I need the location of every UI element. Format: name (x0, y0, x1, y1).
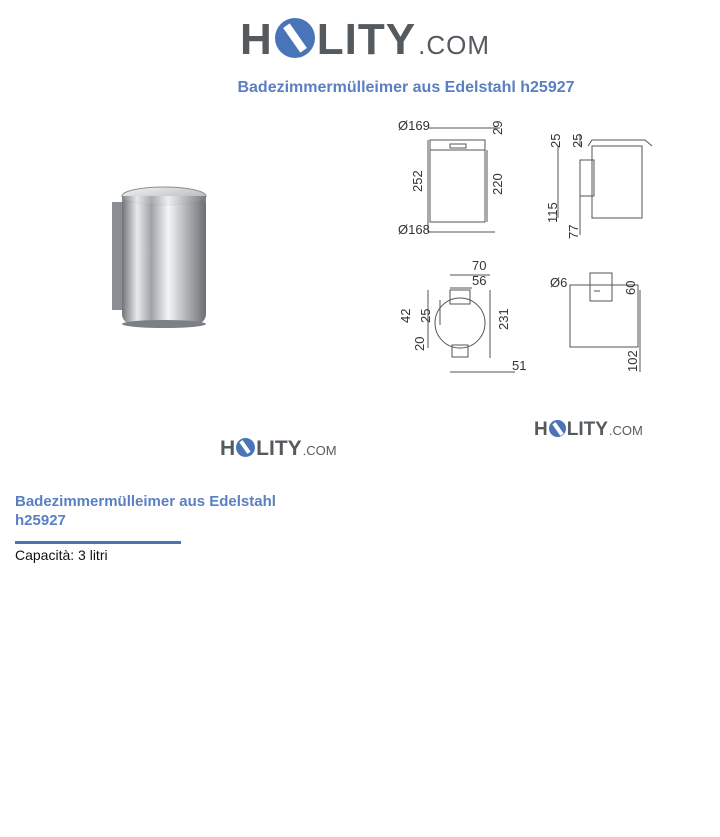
dim-back-a: 60 (623, 280, 638, 295)
product-photo (100, 180, 220, 330)
product-capacity: Capacità: 3 litri (15, 547, 108, 563)
dim-height-body: 220 (490, 173, 505, 195)
holity-watermark-logo: H LITY .COM (220, 437, 337, 460)
dim-side-d: 77 (566, 224, 581, 239)
logo-text-lity: LITY (316, 15, 417, 64)
logo-o-icon (236, 438, 255, 457)
holity-watermark-logo: H LITY .COM (534, 419, 643, 440)
dim-top-a: 70 (472, 258, 487, 273)
dim-top-e: 231 (496, 308, 511, 330)
dim-top-diameter: Ø169 (398, 118, 430, 133)
logo-o-icon (549, 420, 566, 437)
dim-back-b: 102 (625, 350, 640, 372)
dim-top-f: 20 (412, 336, 427, 351)
dim-top-g: 51 (512, 358, 527, 373)
page-title: Badezimmermülleimer aus Edelstahl h25927 (237, 79, 575, 96)
technical-drawing (390, 110, 660, 385)
dim-back-hole: Ø6 (550, 275, 568, 290)
dim-side-c: 115 (545, 202, 560, 223)
divider (15, 541, 181, 544)
dim-lid: 29 (490, 120, 505, 135)
logo-text-h: H (240, 15, 273, 64)
logo-suffix: .COM (418, 30, 490, 60)
dim-top-d: 25 (418, 308, 433, 323)
dim-height-total: 252 (410, 170, 425, 192)
dim-top-b: 56 (472, 273, 487, 288)
dim-top-c: 42 (398, 308, 413, 323)
dim-bottom-diameter: Ø168 (398, 222, 430, 237)
dim-side-a: 25 (548, 133, 563, 148)
logo-o-icon (275, 18, 315, 58)
product-name: Badezimmermülleimer aus Edelstahl h25927 (15, 493, 276, 529)
dim-side-b: 25 (570, 133, 585, 148)
holity-logo[interactable] (240, 14, 490, 70)
